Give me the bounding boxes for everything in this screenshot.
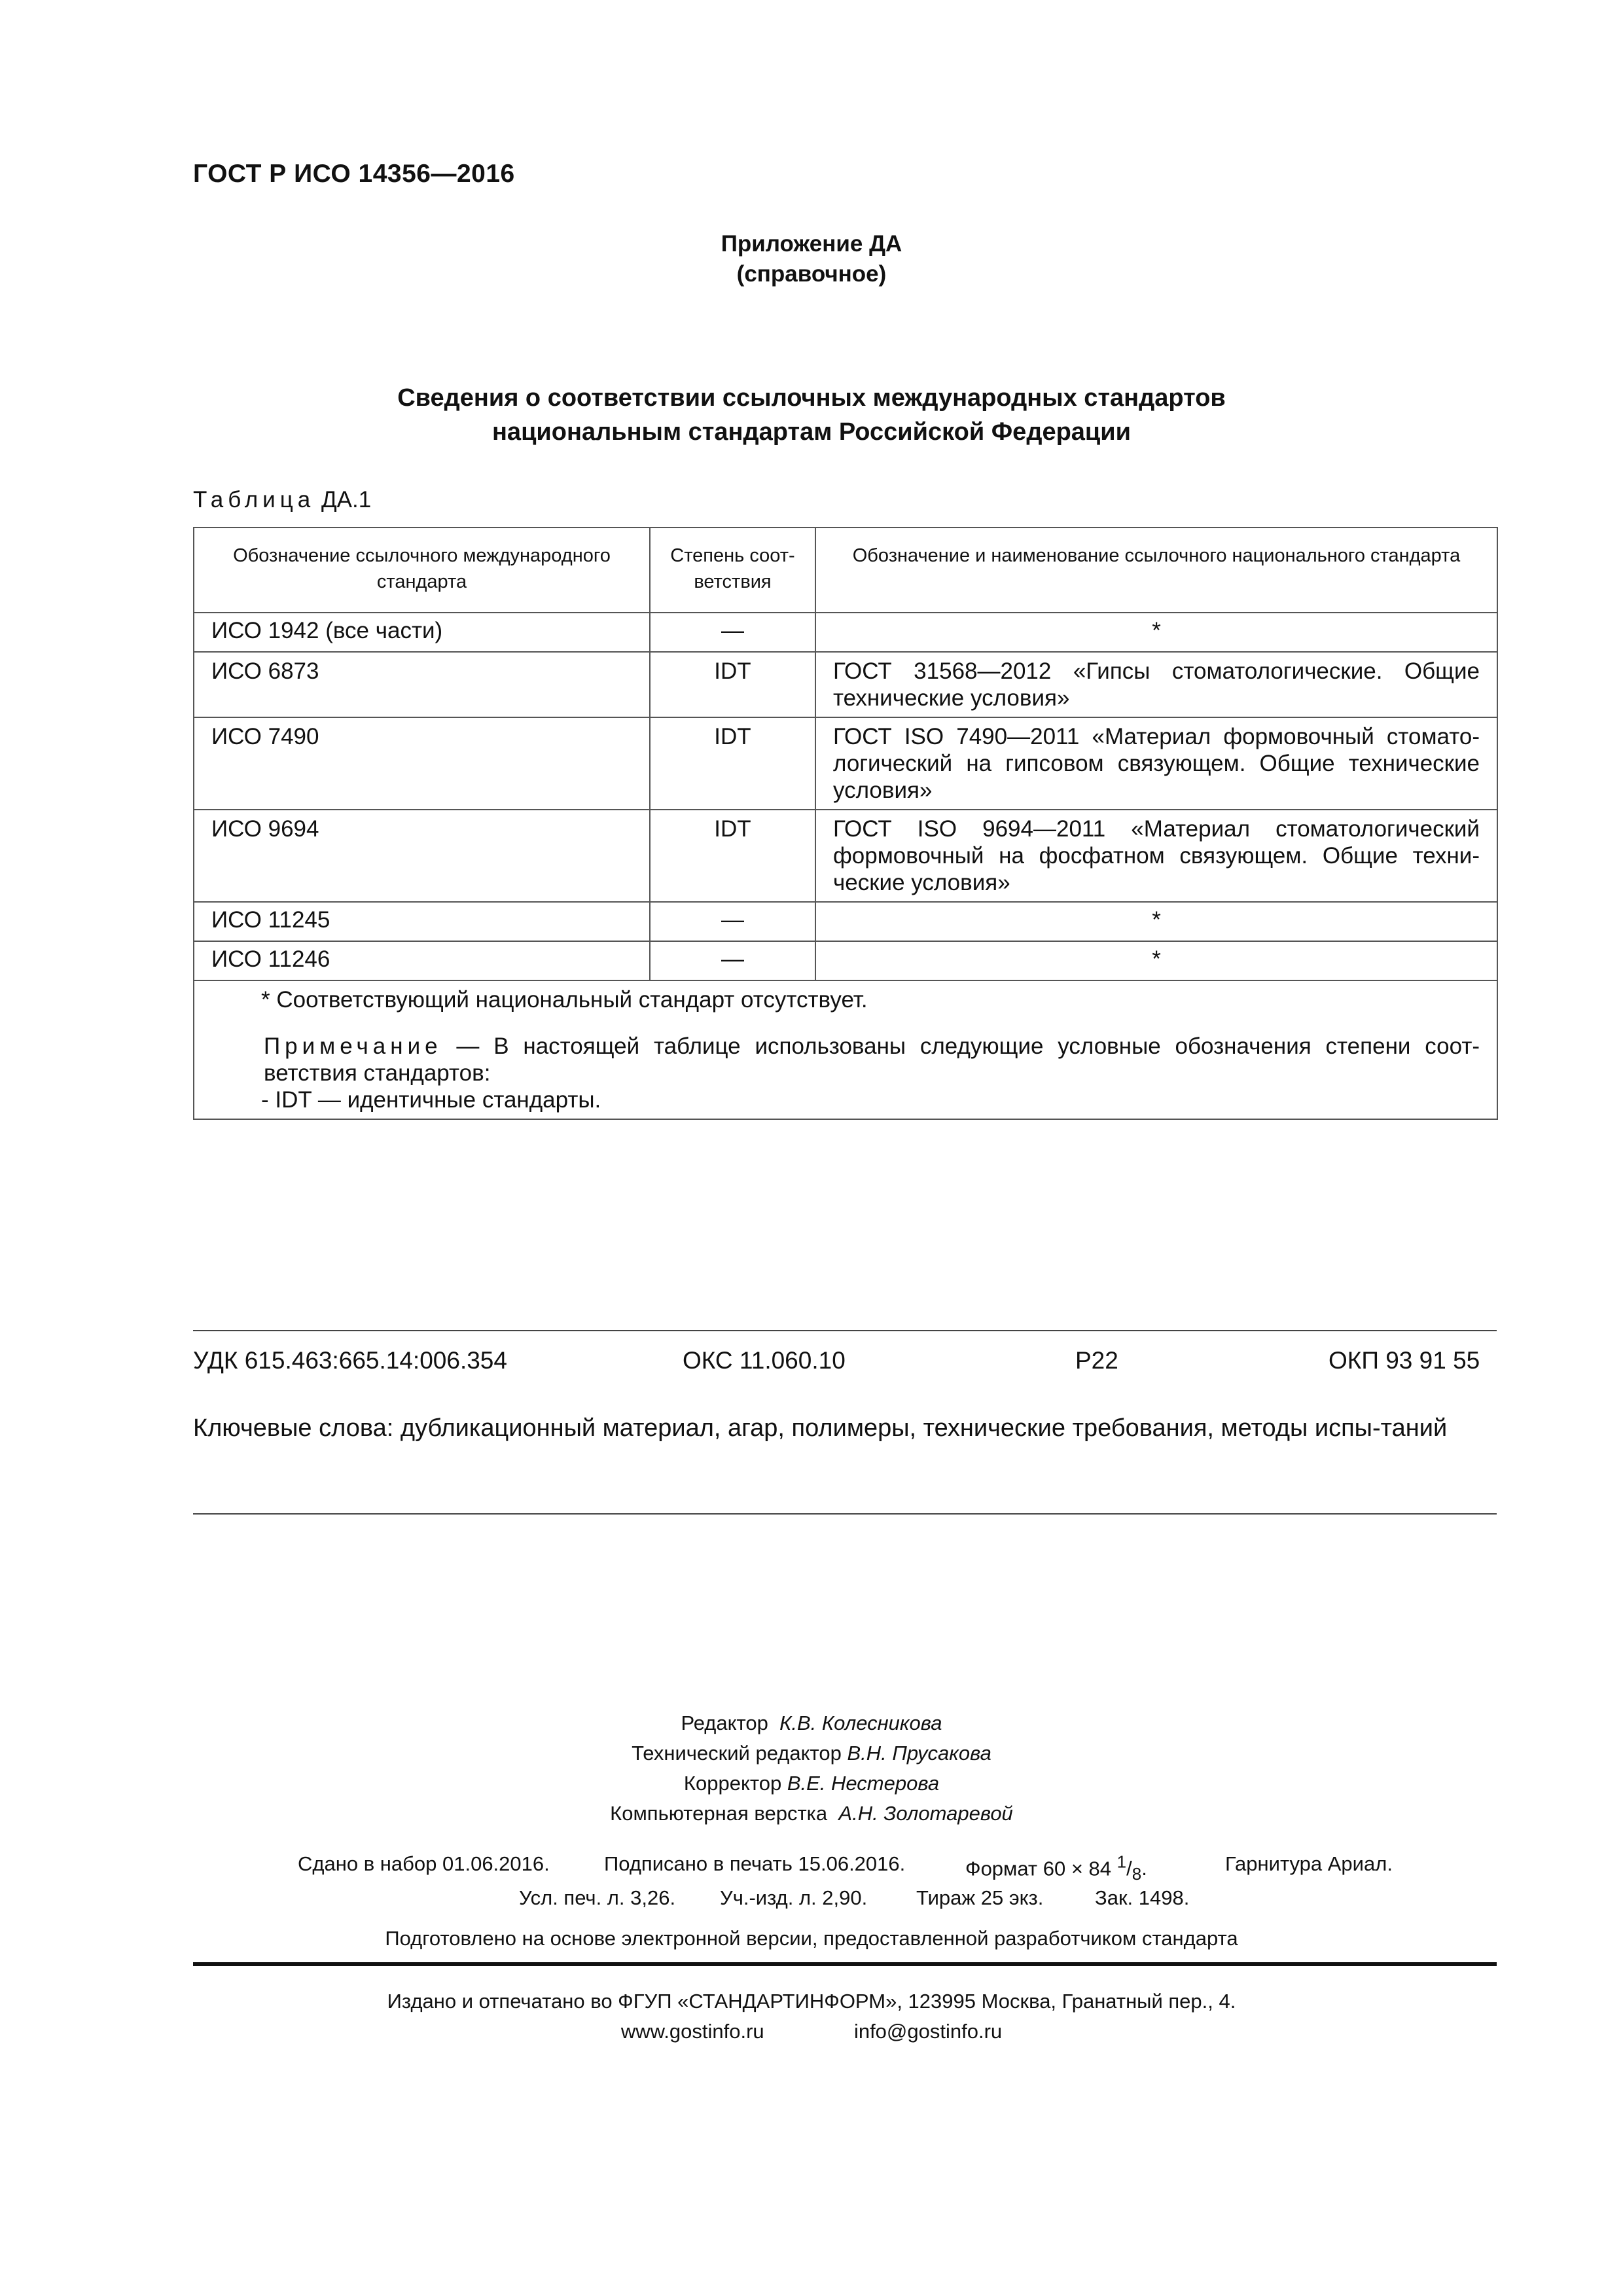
format-fraction: $^1/_8$. (1116, 1852, 1147, 1884)
ref-standard-cell: ИСО 6873 (194, 652, 650, 717)
paper-format (965, 1852, 1147, 1885)
publisher-contacts (0, 2017, 1623, 2047)
degree-cell: — (650, 902, 815, 941)
degree-cell: IDT (650, 810, 815, 902)
publisher-line: Издано и отпечатано во ФГУП «СТАНДАРТИНФОРМ», 123995 Москва, Гранатный пер., 4. (387, 1990, 1236, 2013)
table-footnote-row (194, 980, 1497, 1119)
group-code: Р22 (1075, 1347, 1118, 1374)
section-heading (0, 381, 1623, 449)
table-caption (193, 487, 371, 513)
prepared-note: Подготовлено на основе электронной версии, предоставленной разработчиком стандарта (385, 1927, 1238, 1950)
oks-code: ОКС 11.060.10 (683, 1347, 846, 1374)
credit-name: А.Н. Золотаревой (838, 1802, 1013, 1825)
ref-standard-cell: ИСО 11246 (194, 941, 650, 980)
credit-editor (0, 1708, 1623, 1738)
format-numerator: 1 (1116, 1852, 1127, 1872)
column-header: Обозначение и наименование ссылочного национального стандарта (815, 528, 1497, 613)
footnote-star: * Соответствующий национальный стандарт отсутствует. (261, 987, 868, 1013)
order-number: Зак. 1498. (1095, 1886, 1190, 1909)
thick-divider (193, 1962, 1497, 1966)
column-header: Степень соот-ветствия (650, 528, 815, 613)
credit-name: К.В. Колесникова (779, 1712, 942, 1734)
annex-title: Приложение ДА (721, 231, 902, 257)
publisher-website[interactable]: www.gostinfo.ru (620, 2020, 764, 2043)
note-item: - IDT — идентичные стандарты. (261, 1087, 601, 1113)
national-standard-cell: * (815, 613, 1497, 652)
table-row (194, 810, 1497, 902)
keywords: Ключевые слова: дубликационный материал, агар, полимеры, технические требования, методы испы-таний (193, 1414, 1448, 1442)
national-standard-cell: ГОСТ 31568—2012 «Гипсы стоматологические. Общие технические условия» (815, 652, 1497, 717)
table-note (211, 1033, 1480, 1086)
publisher-email[interactable]: info@gostinfo.ru (853, 2020, 1003, 2043)
table-caption-number: ДА.1 (321, 487, 372, 512)
degree-cell: IDT (650, 652, 815, 717)
credit-name: В.Е. Нестерова (787, 1772, 940, 1795)
ref-standard-cell: ИСО 7490 (194, 717, 650, 810)
format-label: Формат 60 × 84 (965, 1857, 1112, 1880)
document-code: ГОСТ Р ИСО 14356—2016 (193, 160, 515, 188)
national-standard-cell: ГОСТ ISO 7490—2011 «Материал формовочный стомато-логический на гипсовом связующем. Общие технические условия» (815, 717, 1497, 810)
ref-standard-cell: ИСО 11245 (194, 902, 650, 941)
credit-label: Редактор (681, 1712, 768, 1734)
typeface: Гарнитура Ариал. (1225, 1852, 1393, 1875)
national-standard-cell: * (815, 902, 1497, 941)
heading-line-1: Сведения о соответствии ссылочных международных стандартов (397, 384, 1226, 412)
divider (193, 1513, 1497, 1515)
annex-type: (справочное) (736, 261, 887, 287)
ref-standard-cell: ИСО 1942 (все части) (194, 613, 650, 652)
signed-date: Подписано в печать 15.06.2016. (604, 1852, 906, 1875)
divider (193, 1330, 1497, 1331)
column-header: Обозначение ссылочного международного стандарта (194, 528, 650, 613)
note-word: Примечание (264, 1033, 442, 1059)
table-header-row (194, 528, 1497, 613)
national-standard-cell: ГОСТ ISO 9694—2011 «Материал стоматологический формовочный на фосфатном связующем. Общие техни-ческие условия» (815, 810, 1497, 902)
pub-sheets: Уч.-изд. л. 2,90. (720, 1886, 868, 1909)
credit-label: Компьютерная верстка (610, 1802, 828, 1825)
ref-standard-cell: ИСО 9694 (194, 810, 650, 902)
standards-table (193, 527, 1498, 1120)
table-row (194, 652, 1497, 717)
table-row (194, 613, 1497, 652)
format-denominator: 8 (1132, 1864, 1142, 1884)
typeset-date: Сдано в набор 01.06.2016. (298, 1852, 550, 1875)
table-caption-word: Таблица (193, 487, 315, 512)
table-row (194, 941, 1497, 980)
table-row (194, 717, 1497, 810)
print-sheets: Усл. печ. л. 3,26. (519, 1886, 676, 1909)
credit-name: В.Н. Прусакова (847, 1742, 991, 1765)
degree-cell: IDT (650, 717, 815, 810)
degree-cell: — (650, 941, 815, 980)
publisher-info (0, 1986, 1623, 2047)
national-standard-cell: * (815, 941, 1497, 980)
udk-code: УДК 615.463:665.14:006.354 (193, 1347, 507, 1374)
heading-line-2: национальным стандартам Российской Федерации (491, 418, 1131, 446)
credit-tech-editor (0, 1738, 1623, 1768)
table-footnote (194, 980, 1497, 1119)
note-text: — В настоящей таблице использованы следующие условные обозначения степени соот-ветствия стандартов: (264, 1033, 1480, 1086)
credit-label: Корректор (683, 1772, 782, 1795)
print-run: Тираж 25 экз. (916, 1886, 1044, 1909)
credit-label: Технический редактор (632, 1742, 842, 1765)
degree-cell: — (650, 613, 815, 652)
table-row (194, 902, 1497, 941)
okp-code: ОКП 93 91 55 (1329, 1347, 1480, 1374)
credit-corrector (0, 1768, 1623, 1799)
credit-layout (0, 1799, 1623, 1829)
